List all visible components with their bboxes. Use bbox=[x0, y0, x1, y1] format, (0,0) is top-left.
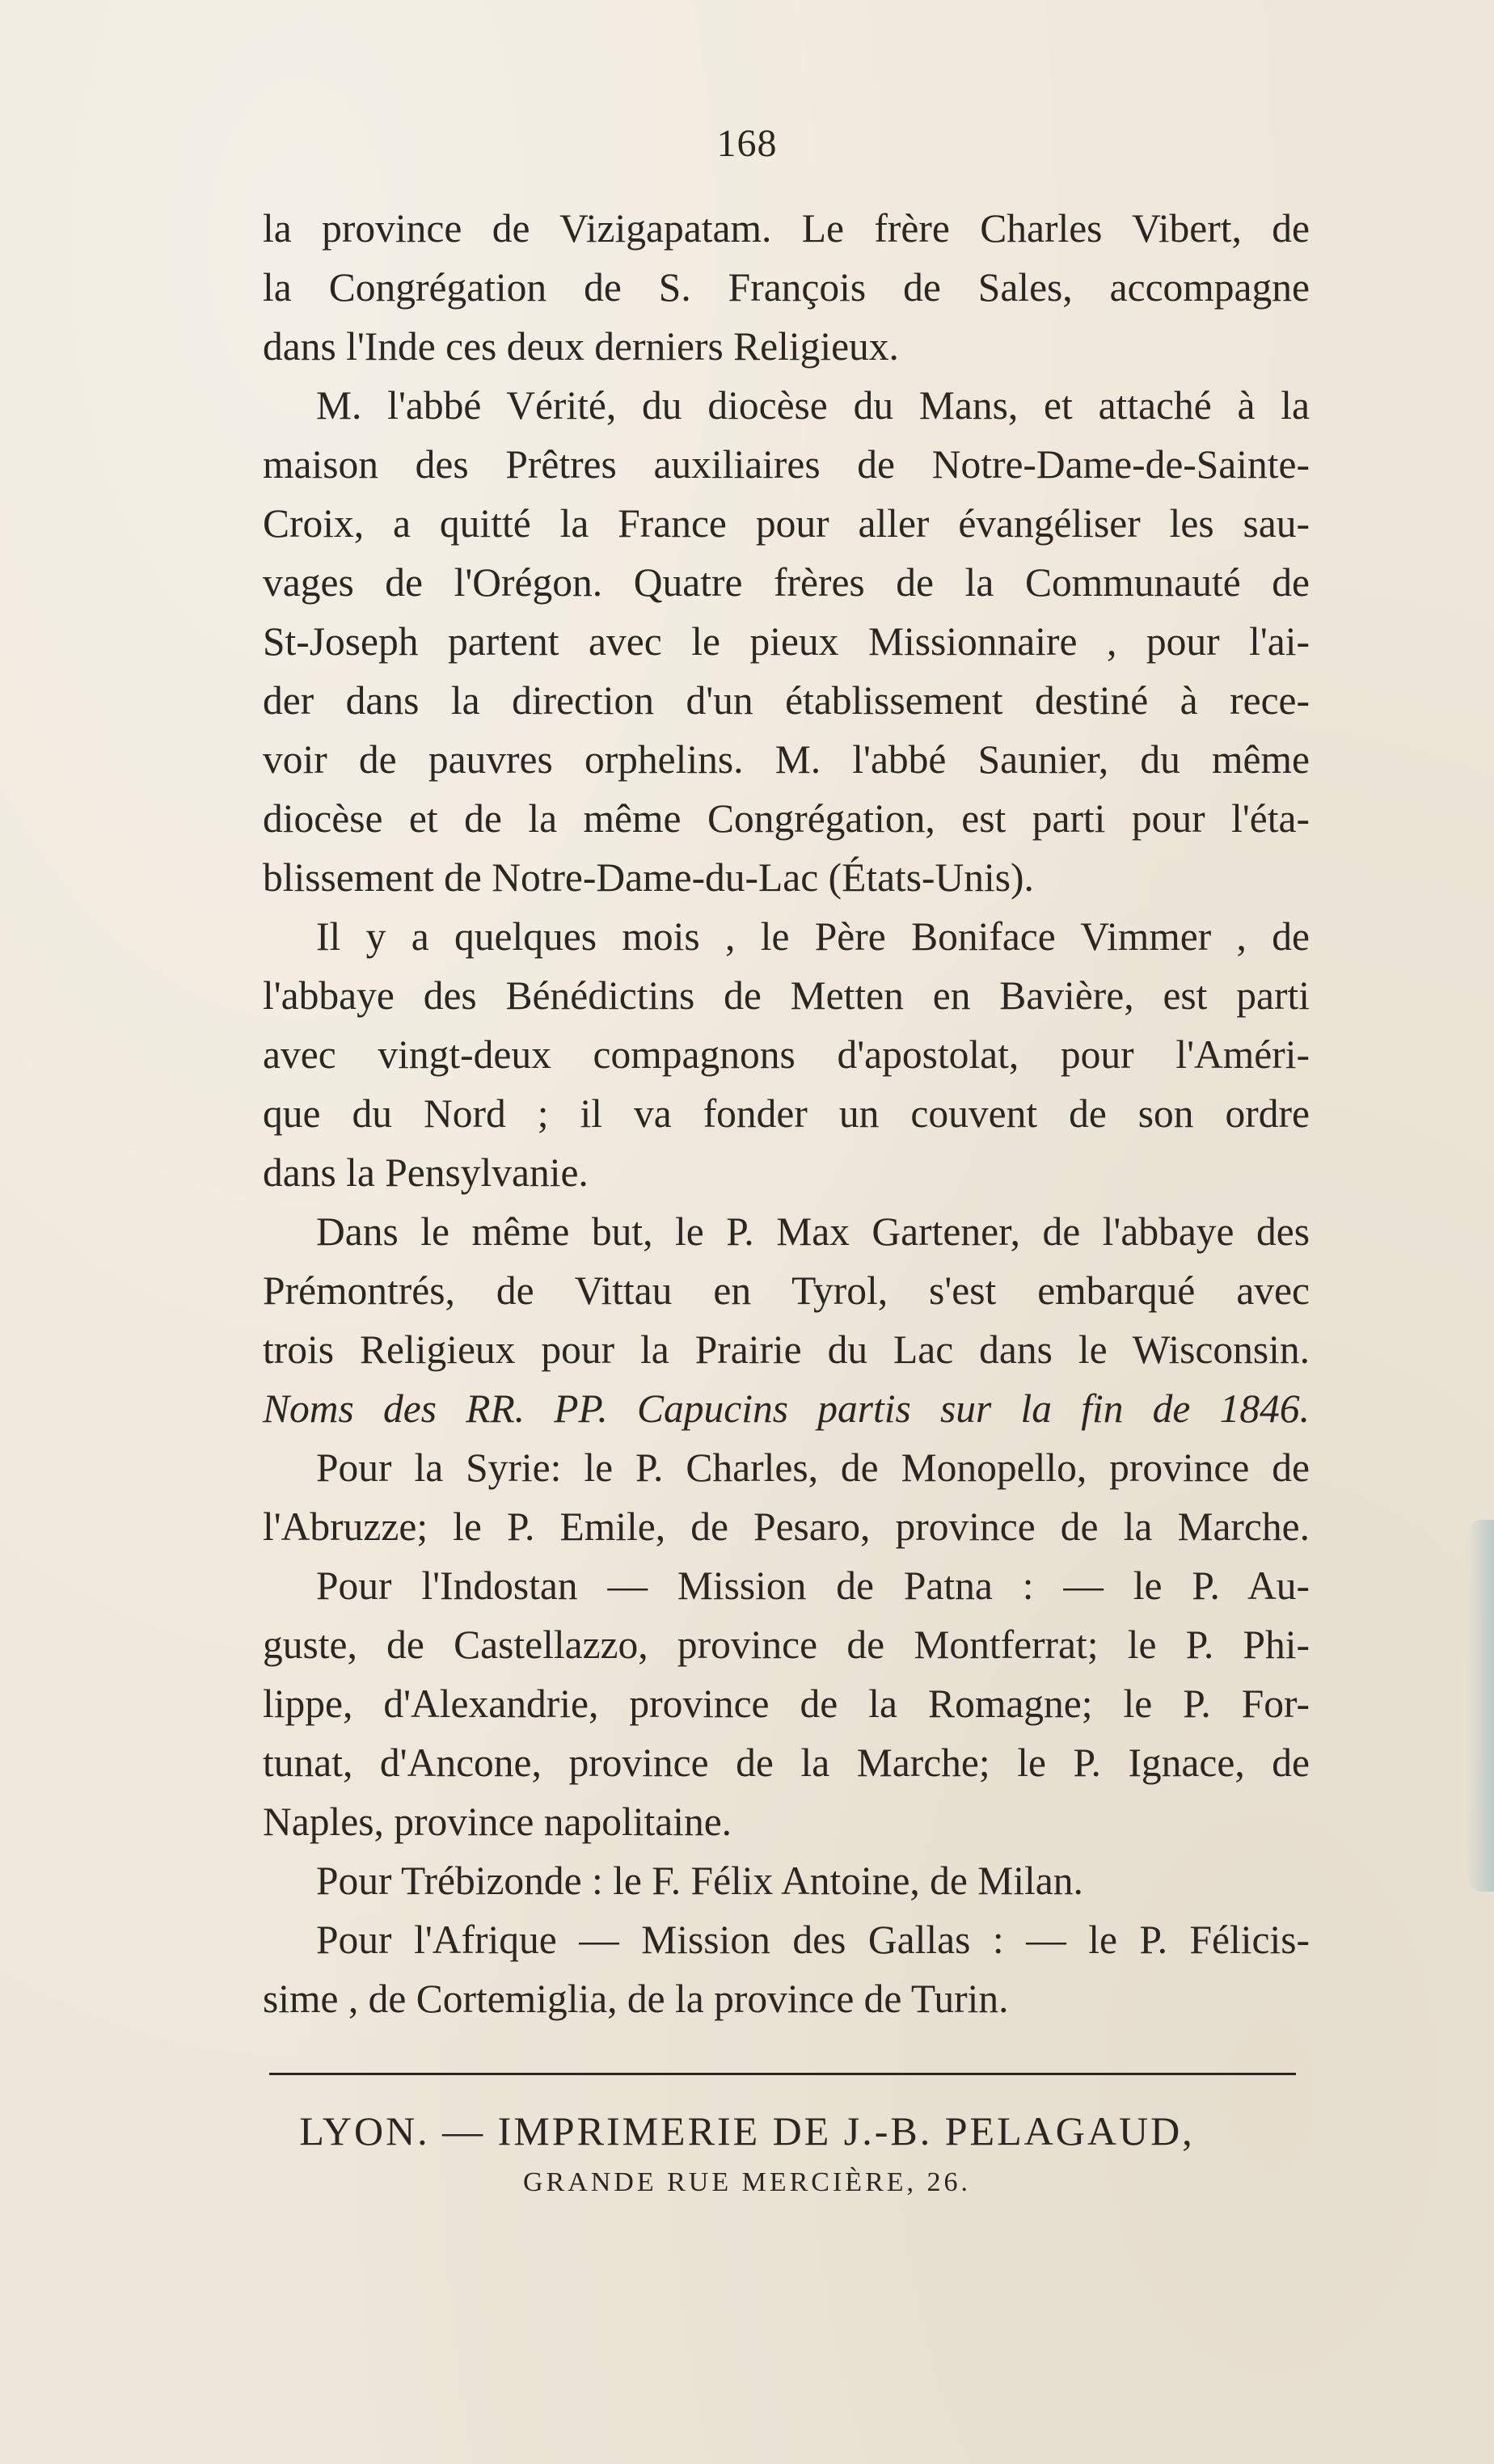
text-line: Noms des RR. PP. Capucins partis sur la fin de 1846. bbox=[263, 1386, 1310, 1431]
text-line: guste, de Castellazzo, province de Montferrat; le P. Phi- bbox=[263, 1622, 1310, 1667]
text-line: Pour Trébizonde : le F. Félix Antoine, de Milan. bbox=[316, 1859, 1083, 1903]
text-line: maison des Prêtres auxiliaires de Notre-Dame-de-Sainte- bbox=[263, 442, 1310, 487]
text-line: avec vingt-deux compagnons d'apostolat, pour l'Améri- bbox=[263, 1032, 1310, 1077]
text-line: sime , de Cortemiglia, de la province de Turin. bbox=[263, 1977, 1009, 2021]
text-line: dans la Pensylvanie. bbox=[263, 1150, 589, 1195]
text-line: l'abbaye des Bénédictins de Metten en Bavière, est parti bbox=[263, 973, 1310, 1018]
text-line: dans l'Inde ces deux derniers Religieux. bbox=[263, 324, 899, 369]
text-line: diocèse et de la même Congrégation, est parti pour l'éta- bbox=[263, 796, 1310, 841]
imprint-address-line: GRANDE RUE MERCIÈRE, 26. bbox=[522, 2167, 972, 2197]
text-line: der dans la direction d'un établissement destiné à rece- bbox=[263, 678, 1310, 723]
text-line: Naples, province napolitaine. bbox=[263, 1799, 732, 1844]
text-line: l'Abruzze; le P. Emile, de Pesaro, province de la Marche. bbox=[263, 1504, 1310, 1549]
text-line: Dans le même but, le P. Max Gartener, de l'abbaye des bbox=[316, 1209, 1310, 1254]
printer-imprint bbox=[0, 2102, 1494, 2205]
text-line: la Congrégation de S. François de Sales, accompagne bbox=[263, 265, 1310, 310]
text-line: la province de Vizigapatam. Le frère Charles Vibert, de bbox=[263, 206, 1310, 251]
text-line: trois Religieux pour la Prairie du Lac dans le Wisconsin. bbox=[263, 1327, 1310, 1372]
text-line: Pour l'Indostan — Mission de Patna : — le P. Au- bbox=[316, 1563, 1310, 1608]
text-line: Prémontrés, de Vittau en Tyrol, s'est embarqué avec bbox=[263, 1268, 1310, 1313]
text-line: Croix, a quitté la France pour aller évangéliser les sau- bbox=[263, 501, 1310, 546]
text-line: lippe, d'Alexandrie, province de la Romagne; le P. For- bbox=[263, 1681, 1310, 1726]
imprint-rule bbox=[269, 2073, 1296, 2075]
text-line: St-Joseph partent avec le pieux Missionnaire , pour l'ai- bbox=[263, 619, 1310, 664]
text-line: tunat, d'Ancone, province de la Marche; le P. Ignace, de bbox=[263, 1740, 1310, 1785]
text-line: blissement de Notre-Dame-du-Lac (États-Unis). bbox=[263, 855, 1034, 900]
text-line: voir de pauvres orphelins. M. l'abbé Saunier, du même bbox=[263, 737, 1310, 782]
body-text bbox=[263, 199, 1310, 2028]
page-number: 168 bbox=[716, 122, 778, 165]
text-line: M. l'abbé Vérité, du diocèse du Mans, et attaché à la bbox=[316, 383, 1310, 428]
text-line: Pour la Syrie: le P. Charles, de Monopello, province de bbox=[316, 1445, 1310, 1490]
page-edge-stain bbox=[1467, 1520, 1494, 1892]
text-line: Pour l'Afrique — Mission des Gallas : — le P. Félicis- bbox=[316, 1918, 1310, 1962]
text-line: que du Nord ; il va fonder un couvent de son ordre bbox=[263, 1091, 1310, 1136]
imprint-printer-line: LYON. — IMPRIMERIE DE J.-B. PELAGAUD, bbox=[299, 2108, 1195, 2154]
text-line: Il y a quelques mois , le Père Boniface Vimmer , de bbox=[316, 914, 1310, 959]
text-line: vages de l'Orégon. Quatre frères de la Communauté de bbox=[263, 560, 1310, 605]
